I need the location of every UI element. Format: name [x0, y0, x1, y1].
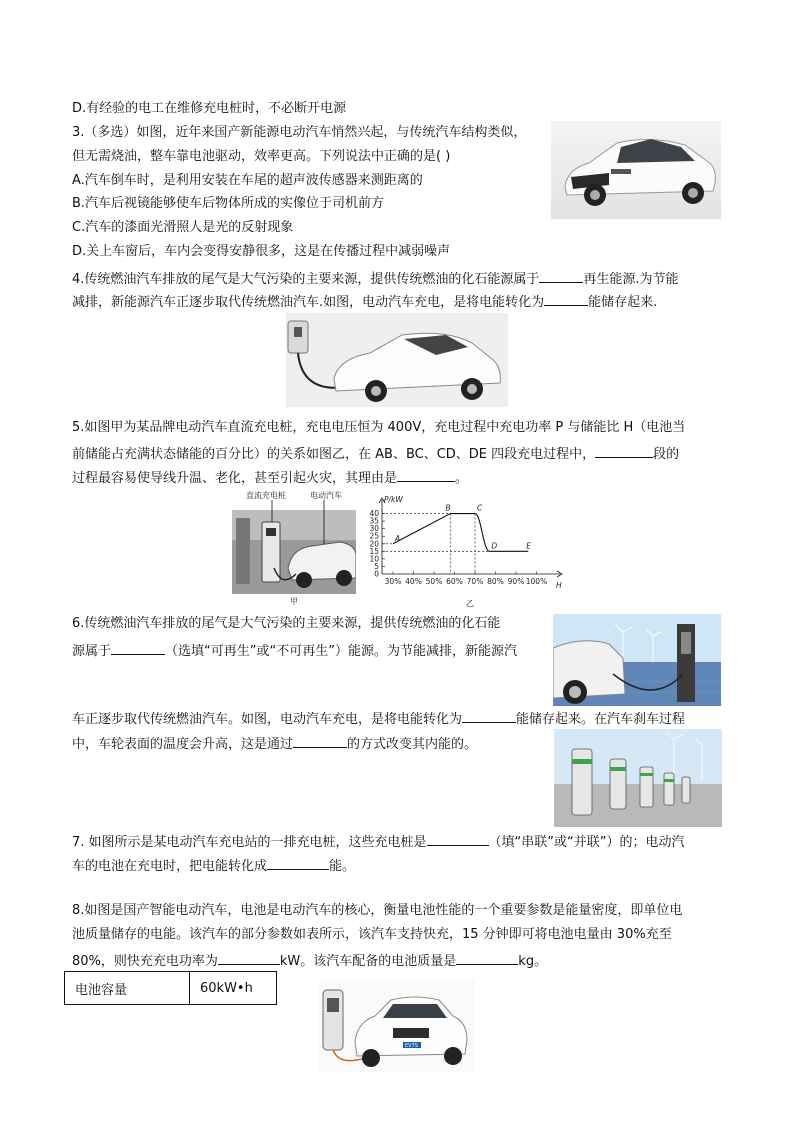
charging-car-photo — [286, 313, 508, 407]
table-row — [65, 972, 277, 1005]
x-axis-title: H — [556, 581, 562, 590]
y-tick-label: 0 — [374, 569, 379, 579]
q3-option-d: D.关上车窗后，车内会变得安静很多，这是在传播过程中减弱噪声 — [72, 244, 451, 259]
q8-line-1: 8.如图是国产智能电动汽车，电池是电动汽车的核心，衡量电池性能的一个重要参数是能量密度，即单位电 — [72, 903, 683, 918]
q4-blank-1[interactable] — [539, 268, 583, 283]
y-tick-label: 15 — [369, 546, 379, 556]
q6-line-3-text-b: 能储存起来。在汽车刹车过程 — [516, 712, 686, 727]
point-label: A — [395, 533, 401, 543]
q3-option-b: B.汽车后视镜能够使车后物体所成的实像位于司机前方 — [72, 196, 385, 211]
q6-blank-2[interactable] — [462, 708, 516, 723]
spec-value: 60kW•h — [190, 972, 277, 1005]
charging-station-photo — [554, 729, 722, 827]
q7-line-2-text-b: 能。 — [329, 859, 356, 874]
point-label: C — [477, 503, 483, 513]
q6-line-2-text-b: （选填“可再生”或“不可再生”）能源。为节能减排，新能源汽 — [165, 644, 517, 659]
q7-blank-2[interactable] — [267, 855, 329, 870]
q5-line-1: 5.如图甲为某品牌电动汽车直流充电桩，充电电压恒为 400V，充电过程中充电功率 P 与储能比 H（电池当 — [72, 420, 686, 435]
sedan-photo — [551, 121, 721, 219]
figure-jia — [232, 488, 356, 606]
q5-blank-1[interactable] — [595, 443, 653, 458]
q5-line-3-text-b: 。 — [455, 471, 469, 486]
q4-line-1-text-a: 4.传统燃油汽车排放的尾气是大气污染的主要来源，提供传统燃油的化石能源属于 — [72, 272, 540, 287]
q4-line-2 — [72, 291, 657, 312]
q6-blank-3[interactable] — [293, 733, 347, 748]
x-tick-label: 80% — [487, 577, 504, 586]
y-tick-label: 25 — [369, 531, 379, 541]
q7-line-2-text-a: 车的电池在充电时，把电能转化成 — [72, 859, 268, 874]
point-label: E — [526, 541, 532, 551]
y-tick-label: 5 — [374, 561, 379, 571]
caption-yi: 乙 — [466, 599, 474, 608]
q7-line-1-text-b: （填“串联”或“并联”）的；电动汽 — [488, 835, 685, 850]
q6-line-2-text-a: 源属于 — [72, 644, 112, 659]
q7-blank-1[interactable] — [427, 831, 489, 846]
y-axis-title: P/kW — [384, 495, 403, 504]
q8-line-2: 池质量储存的电能。该汽车的部分参数如表所示，该汽车支持快充，15 分钟即可将电池电量由 30%充至 — [72, 927, 672, 942]
q6-line-3-text-a: 车正逐步取代传统燃油汽车。如图，电动汽车充电，是将电能转化为 — [72, 712, 463, 727]
battery-spec-table — [64, 971, 277, 1005]
q6-line-4 — [72, 733, 477, 754]
q6-line-2 — [72, 640, 517, 661]
x-tick-label: 70% — [466, 577, 484, 586]
q5-blank-2[interactable] — [397, 467, 455, 482]
q7-line-1-text-a: 7. 如图所示是某电动汽车充电站的一排充电桩，这些充电桩是 — [72, 835, 427, 850]
q5-line-3 — [72, 467, 468, 488]
x-tick-label: 90% — [507, 577, 525, 586]
q4-blank-2[interactable] — [544, 291, 588, 306]
q8-blank-1[interactable] — [218, 950, 280, 965]
x-tick-label: 40% — [405, 577, 422, 586]
q4-line-2-text-b: 能储存起来. — [588, 295, 658, 310]
q6-line-4-text-a: 中，车轮表面的温度会升高，这是通过 — [72, 737, 294, 752]
label-dc-charger: 直流充电桩 — [246, 491, 286, 500]
q4-line-1 — [72, 268, 679, 289]
x-tick-label: 60% — [446, 577, 463, 586]
q5-line-3-text-a: 过程最容易使导线升温、老化，甚至引起火灾，其理由是 — [72, 471, 398, 486]
power-chart — [362, 494, 572, 608]
x-tick-label: 30% — [384, 577, 402, 586]
wind-charger-photo — [553, 614, 721, 706]
x-tick-label: 50% — [425, 577, 443, 586]
y-tick-label: 30 — [369, 524, 379, 534]
q4-line-2-text-a: 减排，新能源汽车正逐步取代传统燃油汽车.如图，电动汽车充电，是将电能转化为 — [72, 295, 545, 310]
point-label: D — [491, 541, 498, 551]
x-tick-label: 100% — [525, 577, 548, 586]
q6-line-3 — [72, 708, 685, 729]
y-tick-label: 40 — [369, 509, 379, 519]
q5-line-2-text-b: 段的 — [653, 447, 680, 462]
q8-line-3-text-b: kW。该汽车配备的电池质量是 — [279, 954, 457, 969]
y-tick-label: 35 — [369, 516, 379, 526]
license-plate: EV7S — [405, 1043, 418, 1049]
q5-line-2 — [72, 443, 679, 464]
q8-line-3-text-c: kg。 — [518, 954, 548, 969]
point-label: B — [445, 503, 451, 513]
suv-photo — [319, 980, 475, 1072]
series-line — [393, 514, 528, 552]
q7-line-2 — [72, 855, 355, 876]
q6-line-4-text-b: 的方式改变其内能的。 — [347, 737, 478, 752]
q3-option-c: C.汽车的漆面光滑照人是光的反射现象 — [72, 220, 294, 235]
q6-line-1: 6.传统燃油汽车排放的尾气是大气污染的主要来源，提供传统燃油的化石能 — [72, 616, 501, 631]
q6-blank-1[interactable] — [111, 640, 165, 655]
figure-yi — [362, 494, 572, 608]
spec-label: 电池容量 — [65, 972, 190, 1005]
q2-option-d: D.有经验的电工在维修充电桩时，不必断开电源 — [72, 101, 347, 116]
q8-line-3 — [72, 950, 547, 971]
q4-line-1-text-b: 再生能源.为节能 — [583, 272, 679, 287]
q3-stem-line-2: 但无需烧油，整车靠电池驱动，效率更高。下列说法中正确的是( ) — [72, 149, 451, 164]
y-tick-label: 10 — [369, 554, 379, 564]
q8-line-3-text-a: 80%，则快充充电功率为 — [72, 954, 218, 969]
q7-line-1 — [72, 831, 685, 852]
q8-blank-2[interactable] — [456, 950, 518, 965]
q5-line-2-text-a: 前储能占充满状态储能的百分比）的关系如图乙，在 AB、BC、CD、DE 四段充电过程中， — [72, 447, 596, 462]
label-electric-car: 电动汽车 — [310, 491, 342, 500]
q3-option-a: A.汽车倒车时，是利用安装在车尾的超声波传感器来测距离的 — [72, 173, 423, 188]
y-tick-label: 20 — [369, 539, 379, 549]
caption-jia: 甲 — [290, 597, 298, 606]
q3-stem-line-1: 3.（多选）如图，近年来国产新能源电动汽车悄然兴起，与传统汽车结构类似， — [72, 125, 527, 140]
